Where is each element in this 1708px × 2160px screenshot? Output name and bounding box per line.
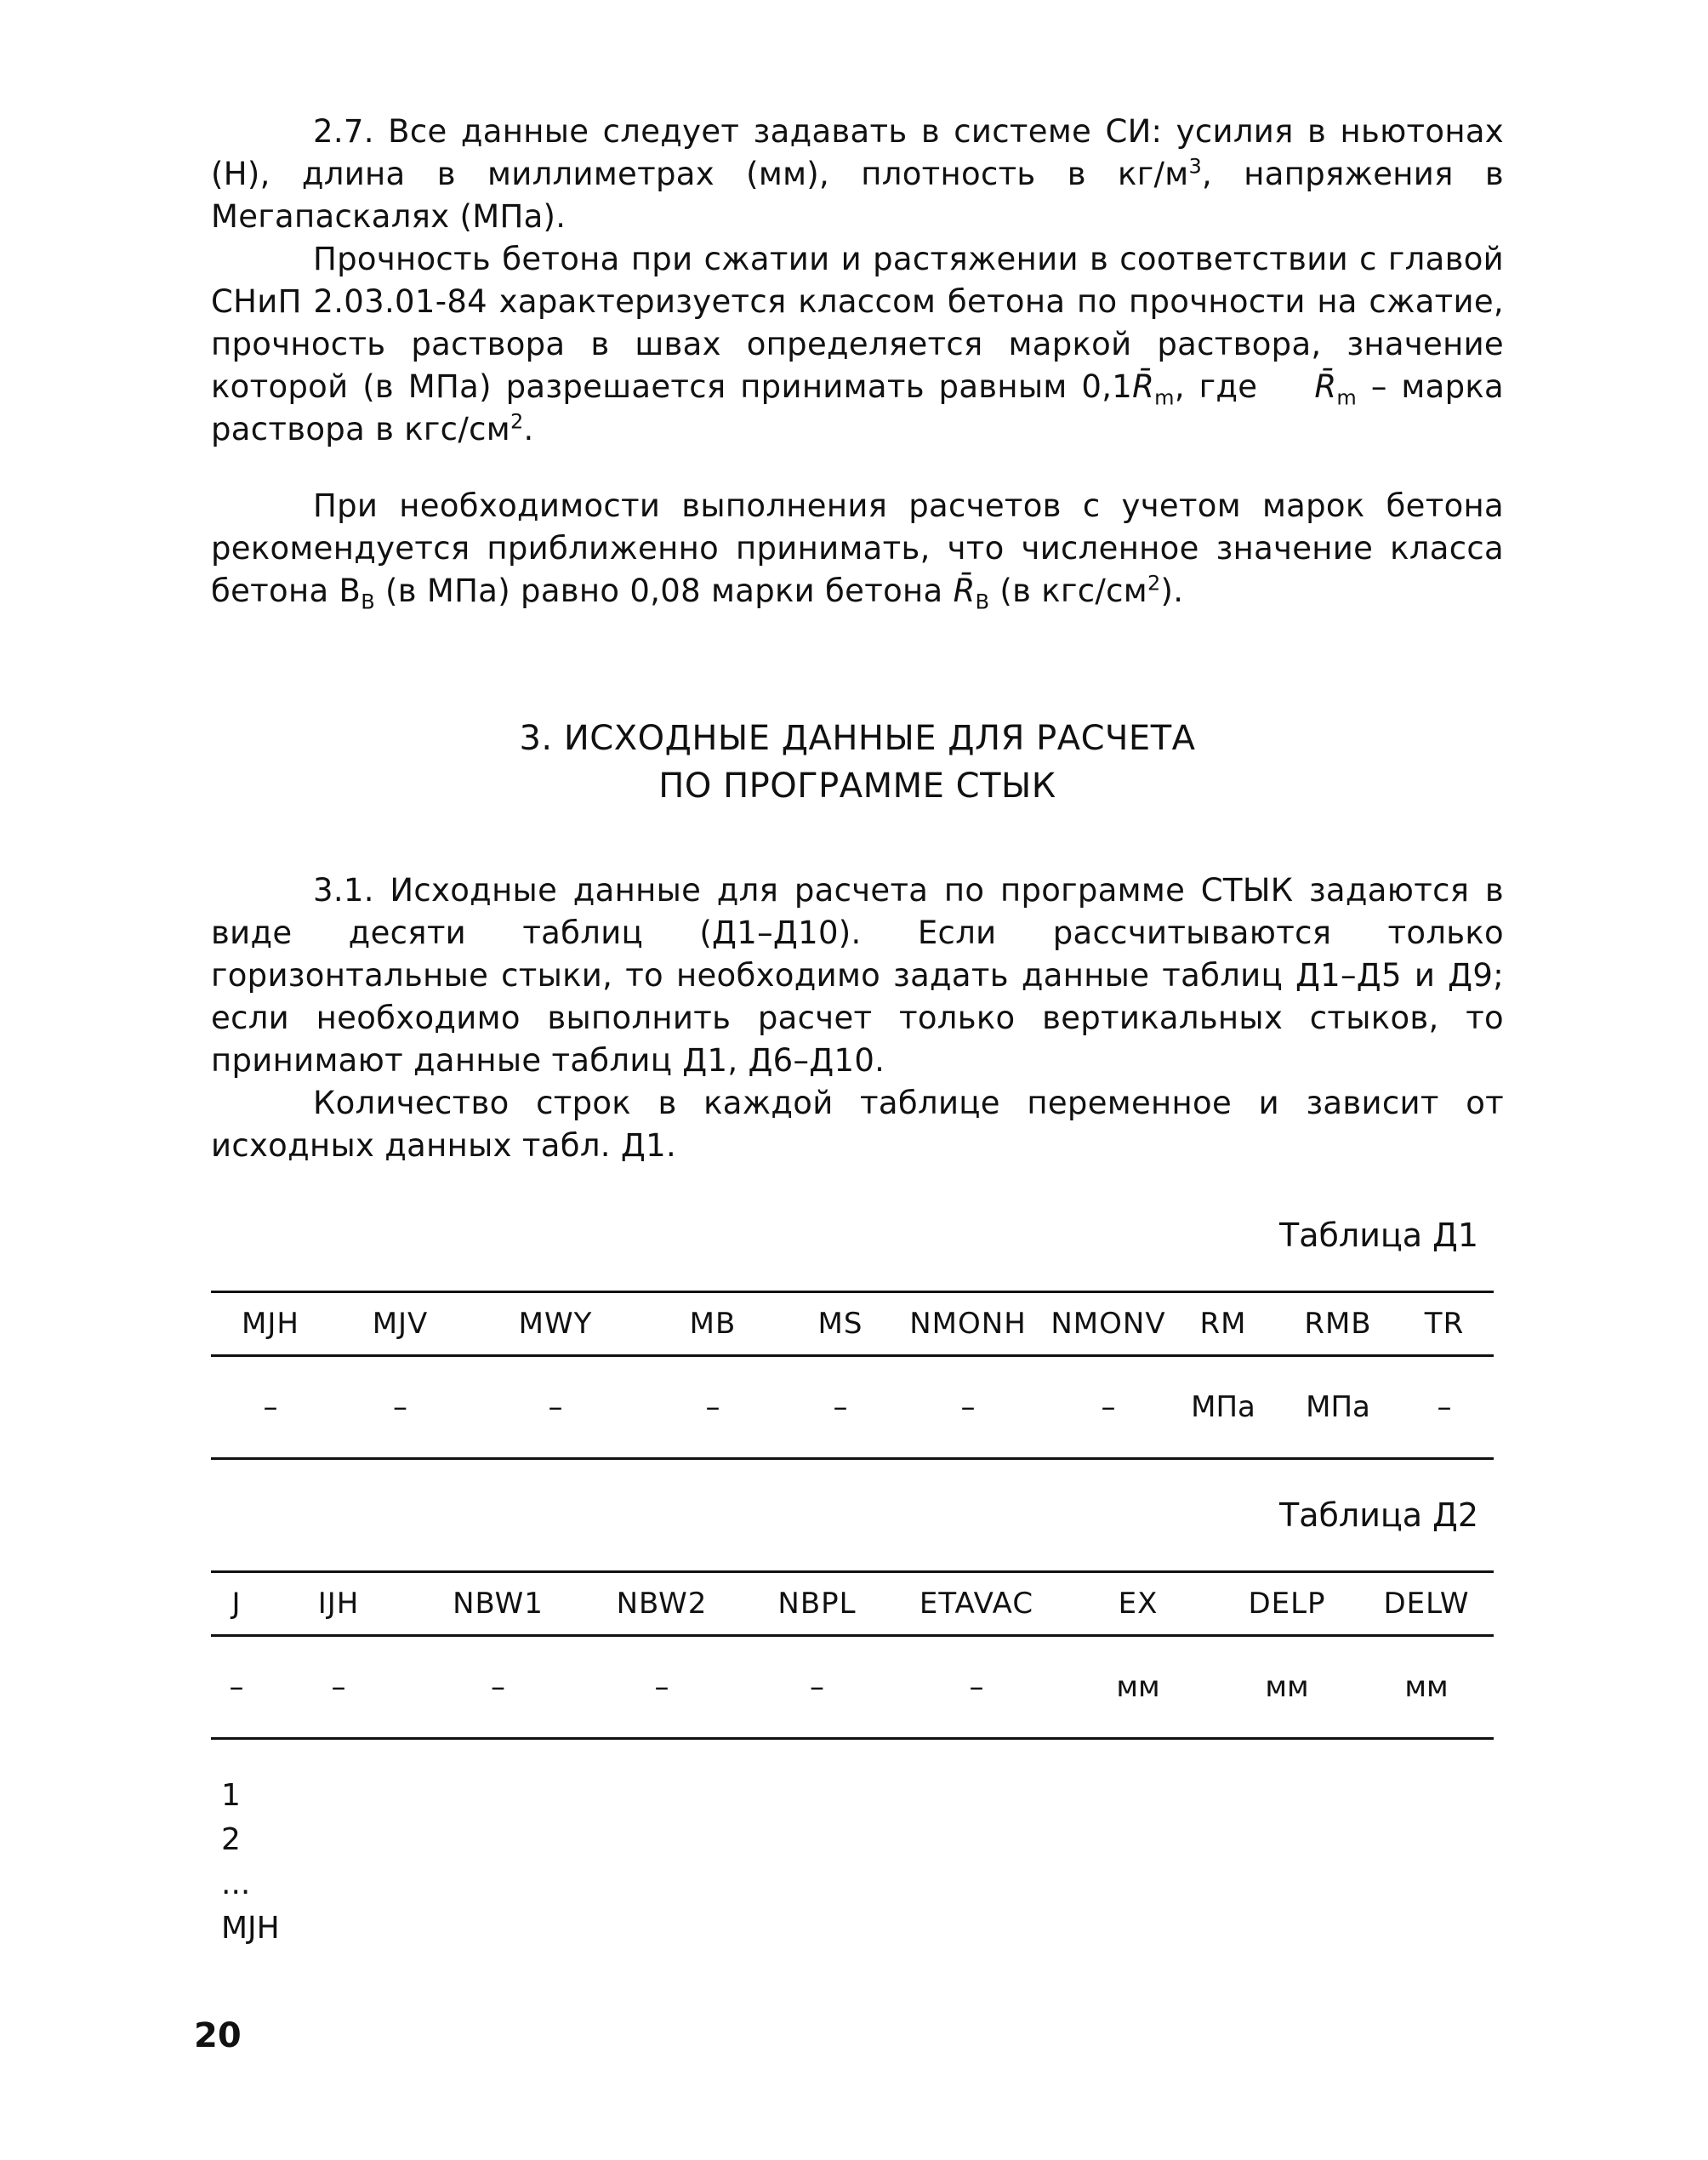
paragraph-concrete-grades <box>211 485 1504 613</box>
symbol-r-m-2: R̄ <box>1314 368 1337 405</box>
paragraph-2-7-text-a: 2.7. Все данные следует задавать в системе СИ: усилия в ньютонах (Н), длина в миллиметрах (мм), плотность в кг/м <box>211 113 1504 192</box>
table-d2 <box>211 1570 1494 1740</box>
table-d2-unit-cell: мм <box>1265 1670 1309 1704</box>
table-d1-units-row <box>211 1357 1494 1457</box>
strength-text-c: – марка раствора в кгс/см <box>211 368 1504 447</box>
table-d1-header-cell: RMB <box>1304 1307 1372 1341</box>
table-d2-header-row <box>211 1573 1494 1637</box>
section-3-heading <box>211 715 1504 810</box>
section-title-line-1: 3. ИСХОДНЫЕ ДАННЫЕ ДЛЯ РАСЧЕТА <box>519 719 1196 758</box>
table-d2-unit-cell: мм <box>1116 1670 1160 1704</box>
grades-text-c: (в кгс/см <box>989 573 1147 609</box>
table-d1-header-cell: NMONH <box>909 1307 1027 1341</box>
table-d1-header-cell: MJV <box>372 1307 429 1341</box>
table-d1-unit-cell: – <box>705 1390 720 1424</box>
table-d2-header-cell: ETAVAC <box>919 1587 1034 1621</box>
document-page <box>211 111 1504 1951</box>
table-d2-unit-cell: – <box>969 1670 984 1704</box>
row-index-item: 2 <box>221 1822 241 1857</box>
table-d1-header-cell: TR <box>1424 1307 1465 1341</box>
table-d1-unit-cell: – <box>263 1390 278 1424</box>
symbol-r-v: R̄ <box>953 573 976 609</box>
table-d1-header-cell: MS <box>817 1307 863 1341</box>
subscript-v-1: В <box>361 590 375 614</box>
page-number: 20 <box>194 2016 242 2055</box>
table-d1-unit-cell: – <box>548 1390 563 1424</box>
symbol-r-m-1: R̄ <box>1132 368 1155 405</box>
table-d1-unit-cell: – <box>833 1390 848 1424</box>
table-d2-header-cell: EX <box>1118 1587 1159 1621</box>
superscript-2-b: 2 <box>1147 571 1161 596</box>
table-d2-header-cell: IJH <box>317 1587 360 1621</box>
grades-text-d: ). <box>1160 573 1184 609</box>
table-d1-header-cell: MJH <box>242 1307 299 1341</box>
grades-text-a: При необходимости выполнения расчетов с учетом марок бетона рекомендуется приближенно принимать, что численное значение класса бетона В <box>211 487 1504 609</box>
superscript-3: 3 <box>1188 154 1203 179</box>
table-d2-header-cell: NBPL <box>777 1587 857 1621</box>
table-d2-unit-cell: – <box>229 1670 244 1704</box>
paragraph-row-count: Количество строк в каждой таблице переменное и зависит от исходных данных табл. Д1. <box>211 1085 1504 1164</box>
grades-text-b: (в МПа) равно 0,08 марки бетона <box>374 573 954 609</box>
table-d2-row-index-list <box>211 1774 1504 1951</box>
table-d2-units-row <box>211 1637 1494 1737</box>
row-index-item: 1 <box>221 1778 241 1813</box>
table-d1-header-cell: RM <box>1199 1307 1247 1341</box>
row-index-item: ... <box>221 1866 251 1901</box>
section-title-line-2: ПО ПРОГРАММЕ СТЫК <box>658 767 1056 806</box>
table-d1-unit-cell: – <box>960 1390 976 1424</box>
subscript-m-2: m <box>1336 385 1358 410</box>
row-index-item: MJH <box>221 1911 280 1946</box>
table-d1 <box>211 1291 1494 1460</box>
table-d2-header-cell: J <box>231 1587 242 1621</box>
table-d1-unit-cell: МПа <box>1191 1390 1255 1424</box>
table-d2-unit-cell: – <box>654 1670 669 1704</box>
table-d2-header-cell: DELP <box>1248 1587 1326 1621</box>
paragraph-3-1: 3.1. Исходные данные для расчета по программе СТЫК задаются в виде десяти таблиц (Д1–Д10). Если рассчитываются только горизонтальные стыки, то необходимо задать данные таблиц Д1–Д5 и Д9; если необходимо выполнить расчет только вертикальных стыков, то принимают данные таблиц Д1, Д6–Д10. <box>211 872 1504 1079</box>
paragraph-2-7 <box>211 111 1504 238</box>
table-d2-header-cell: NBW1 <box>453 1587 544 1621</box>
table-d1-unit-cell: МПа <box>1306 1390 1370 1424</box>
paragraph-concrete-strength <box>211 238 1504 451</box>
table-d2-header-cell: NBW2 <box>616 1587 708 1621</box>
table-d1-header-cell: MWY <box>518 1307 593 1341</box>
strength-text-d: . <box>523 411 534 447</box>
table-d1-header-row <box>211 1293 1494 1357</box>
table-d2-unit-cell: мм <box>1404 1670 1449 1704</box>
paragraph-2-7-text-b: , напряжения в Мегапаскалях (МПа). <box>211 156 1504 235</box>
superscript-2-a: 2 <box>510 409 524 434</box>
table-d1-unit-cell: – <box>1101 1390 1116 1424</box>
strength-text-b: , где <box>1174 368 1258 405</box>
table-d2-unit-cell: – <box>810 1670 824 1704</box>
table-d1-unit-cell: – <box>393 1390 407 1424</box>
table-d2-unit-cell: – <box>331 1670 346 1704</box>
table-d1-unit-cell: – <box>1437 1390 1452 1424</box>
table-d1-header-cell: NMONV <box>1050 1307 1166 1341</box>
subscript-v-2: В <box>975 590 990 614</box>
table-d2-header-cell: DELW <box>1383 1587 1470 1621</box>
table-d1-caption: Таблица Д1 <box>1278 1217 1478 1254</box>
table-d1-header-cell: MB <box>689 1307 737 1341</box>
strength-text-a: Прочность бетона при сжатии и растяжении в соответствии с главой СНиП 2.03.01-84 характеризуется классом бетона по прочности на сжатие, прочность раствора в швах определяется маркой раствора, значение которой (в МПа) разрешается принимать равным 0,1 <box>211 241 1504 405</box>
subscript-m-1: m <box>1154 385 1175 410</box>
table-d2-caption: Таблица Д2 <box>1278 1496 1478 1534</box>
table-d2-unit-cell: – <box>491 1670 505 1704</box>
